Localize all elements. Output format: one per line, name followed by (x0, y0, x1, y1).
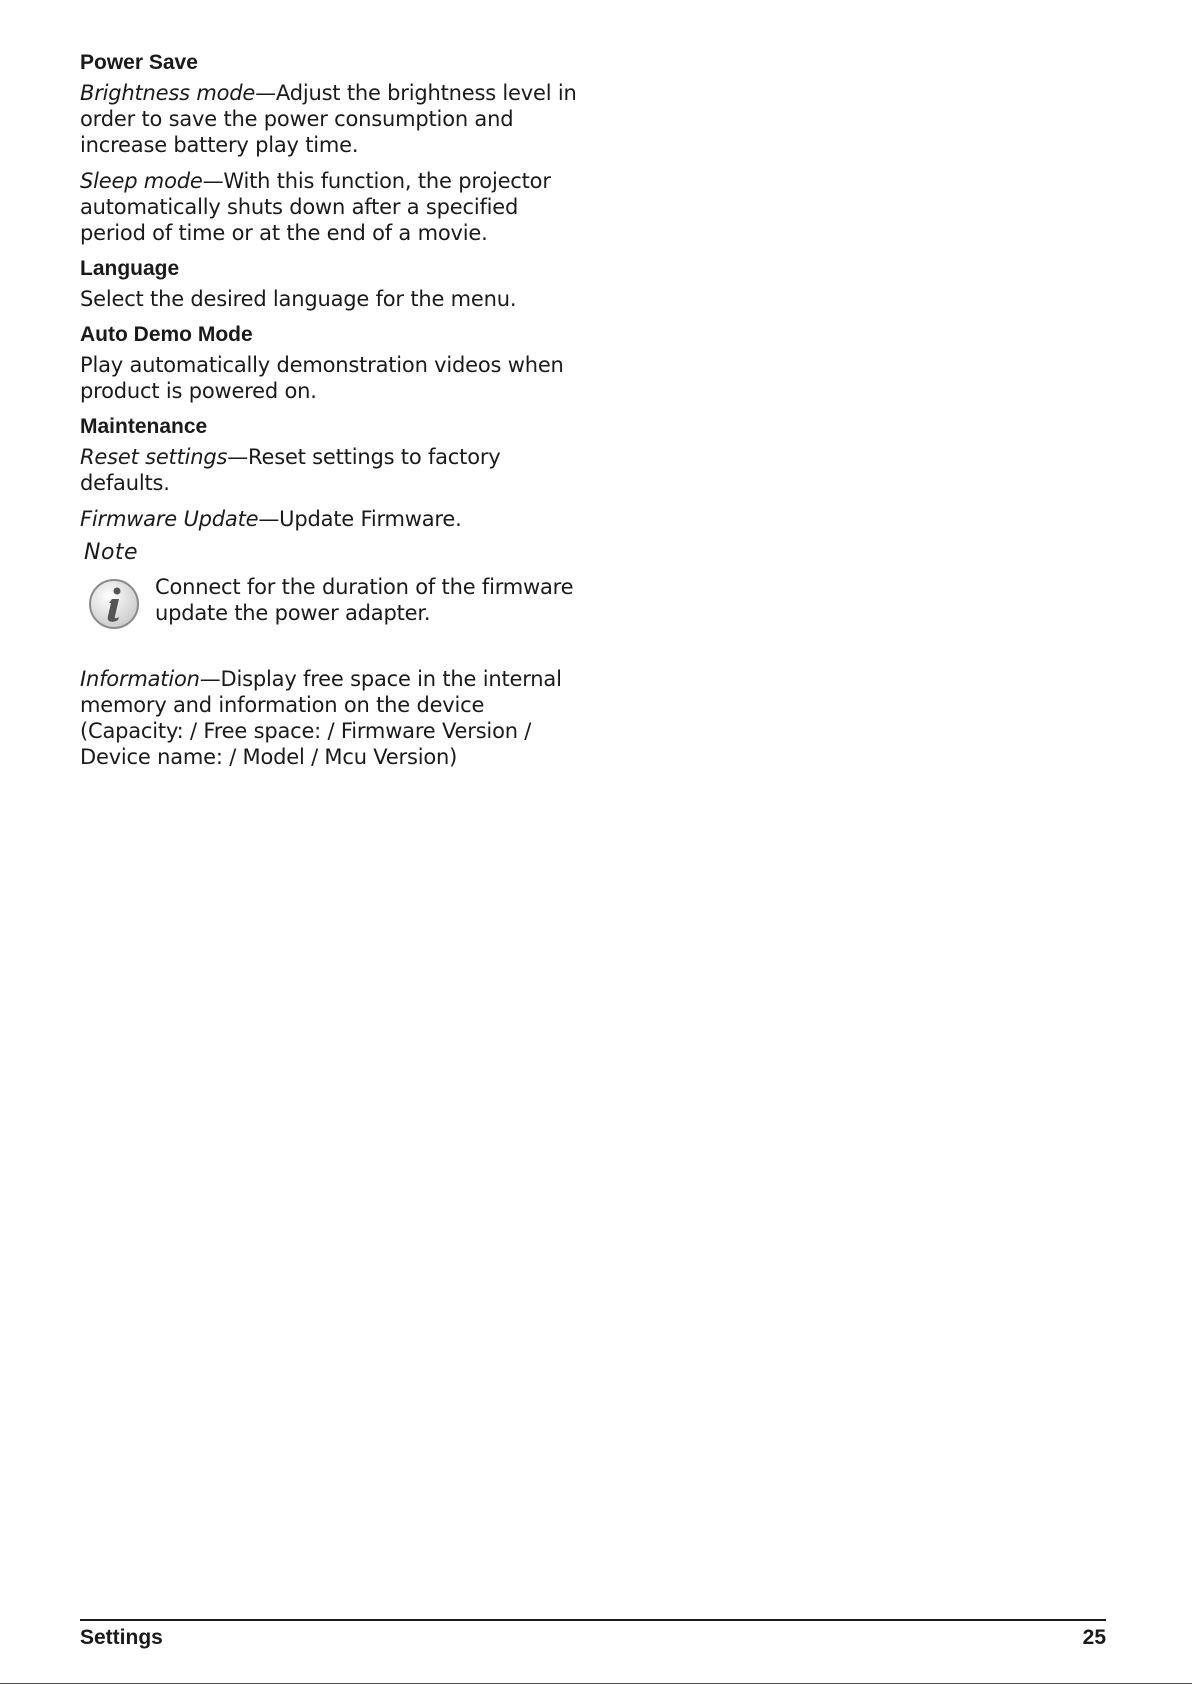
paragraph-sleep-mode (80, 168, 580, 246)
term-information: Information (80, 667, 200, 691)
footer-page-number: 25 (1082, 1626, 1106, 1649)
content-column (80, 50, 580, 780)
footer-section-label: Settings (80, 1626, 163, 1649)
text-brightness-mode: —Adjust the brightness level in order to save the power consumption and increase battery play time. (80, 81, 577, 157)
term-brightness-mode: Brightness mode (80, 81, 256, 105)
heading-power-save: Power Save (80, 51, 198, 74)
info-icon (88, 578, 140, 630)
text-information: —Display free space in the internal memory and information on the device (Capacity: / Free space: / Firmware Version / Device name: / Model / Mcu Version) (80, 667, 562, 769)
paragraph-auto-demo-mode: Play automatically demonstration videos when product is powered on. (80, 353, 564, 403)
footer-divider (80, 1619, 1106, 1621)
heading-language: Language (80, 257, 180, 280)
paragraph-firmware-update (80, 506, 580, 532)
paragraph-language: Select the desired language for the menu. (80, 287, 517, 311)
heading-auto-demo-mode: Auto Demo Mode (80, 323, 253, 346)
term-firmware-update: Firmware Update (80, 507, 259, 531)
paragraph-information (80, 666, 580, 770)
text-reset-settings: —Reset settings to factory defaults. (80, 445, 501, 495)
paragraph-reset-settings (80, 444, 580, 496)
page-bottom-edge (0, 1683, 1192, 1684)
paragraph-brightness-mode (80, 80, 580, 158)
note-title: Note (84, 540, 139, 565)
heading-maintenance: Maintenance (80, 415, 208, 438)
term-sleep-mode: Sleep mode (80, 169, 203, 193)
note-text: Connect for the duration of the firmware update the power adapter. (155, 575, 574, 625)
term-reset-settings: Reset settings (80, 445, 228, 469)
note-box (80, 574, 580, 626)
text-sleep-mode: —With this function, the projector automatically shuts down after a specified period of time or at the end of a movie. (80, 169, 551, 245)
text-firmware-update: —Update Firmware. (258, 507, 462, 531)
